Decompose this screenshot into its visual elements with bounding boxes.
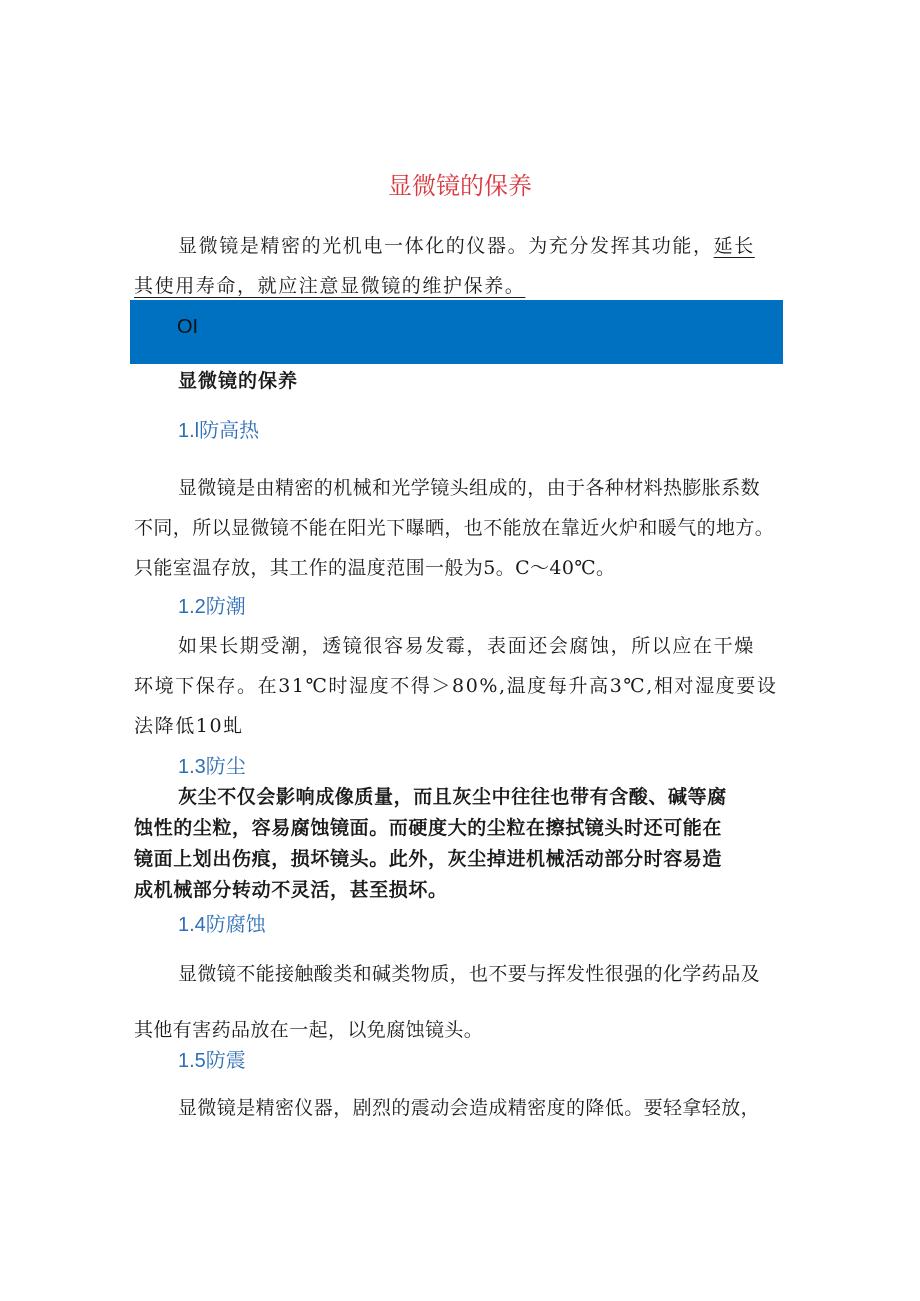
intro-line-1-text: 显微镜是精密的光机电一体化的仪器。为充分发挥其功能， [178, 235, 714, 257]
section-heading-1-4: 1.4防腐蚀 [178, 914, 266, 936]
section-1-1-line: 显微镜是由精密的机械和光学镜头组成的，由于各种材料热膨胀系数 [178, 477, 761, 499]
section-1-1-line: 不同，所以显微镜不能在阳光下曝晒，也不能放在靠近火炉和暖气的地方。 [134, 517, 775, 539]
section-1-5-body [134, 1088, 760, 1128]
section-1-4-line: 显微镜不能接触酸类和碱类物质，也不要与挥发性很强的化学药品及 [178, 963, 761, 985]
document-title: 显微镜的保养 [388, 172, 532, 200]
section-1-5-line: 显微镜是精密仪器，剧烈的震动会造成精密度的降低。要轻拿轻放， [178, 1097, 761, 1119]
section-heading-1-5: 1.5防震 [178, 1050, 246, 1072]
section-1-3-line: 镜面上划出伤痕，损坏镜头。此外，灰尘掉进机械活动部分时容易造 [134, 848, 723, 870]
section-1-3-line: 灰尘不仅会影响成像质量，而且灰尘中往往也带有含酸、碱等腐 [178, 786, 727, 808]
section-1-2-line: 环境下保存。在31℃时湿度不得＞80%,温度每升高3℃,相对湿度要设 [134, 675, 778, 697]
subheading: 显微镜的保养 [178, 370, 299, 392]
section-1-1-line: 只能室温存放，其工作的温度范围一般为5。C～40℃。 [134, 557, 616, 579]
section-1-3-body [134, 782, 727, 906]
section-heading-1-1: 1.l防高热 [178, 420, 260, 442]
intro-line-2: 其使用寿命，就应注意显微镜的维护保养。 [134, 275, 526, 297]
intro-line-1 [134, 226, 755, 266]
section-1-1-body [134, 468, 774, 588]
section-banner [130, 300, 783, 364]
section-1-3-line: 成机械部分转动不灵活，甚至损坏。 [134, 879, 448, 901]
section-1-2-line: 如果长期受潮，透镜很容易发霉，表面还会腐蚀，所以应在干燥 [178, 635, 755, 657]
section-1-2-line: 法降低10虬 [134, 715, 244, 737]
section-1-3-line: 蚀性的尘粒，容易腐蚀镜面。而硬度大的尘粒在擦拭镜头时还可能在 [134, 817, 723, 839]
banner-label: OI [177, 316, 199, 338]
intro-paragraph [134, 226, 755, 306]
section-1-4-line: 其他有害药品放在一起，以免腐蚀镜头。 [134, 1019, 484, 1041]
section-1-4-body [134, 946, 760, 1058]
intro-line-1-underlined: 延长 [713, 235, 755, 257]
section-1-2-body [134, 626, 778, 746]
section-heading-1-3: 1.3防尘 [178, 756, 246, 778]
section-heading-1-2: 1.2防潮 [178, 596, 246, 618]
